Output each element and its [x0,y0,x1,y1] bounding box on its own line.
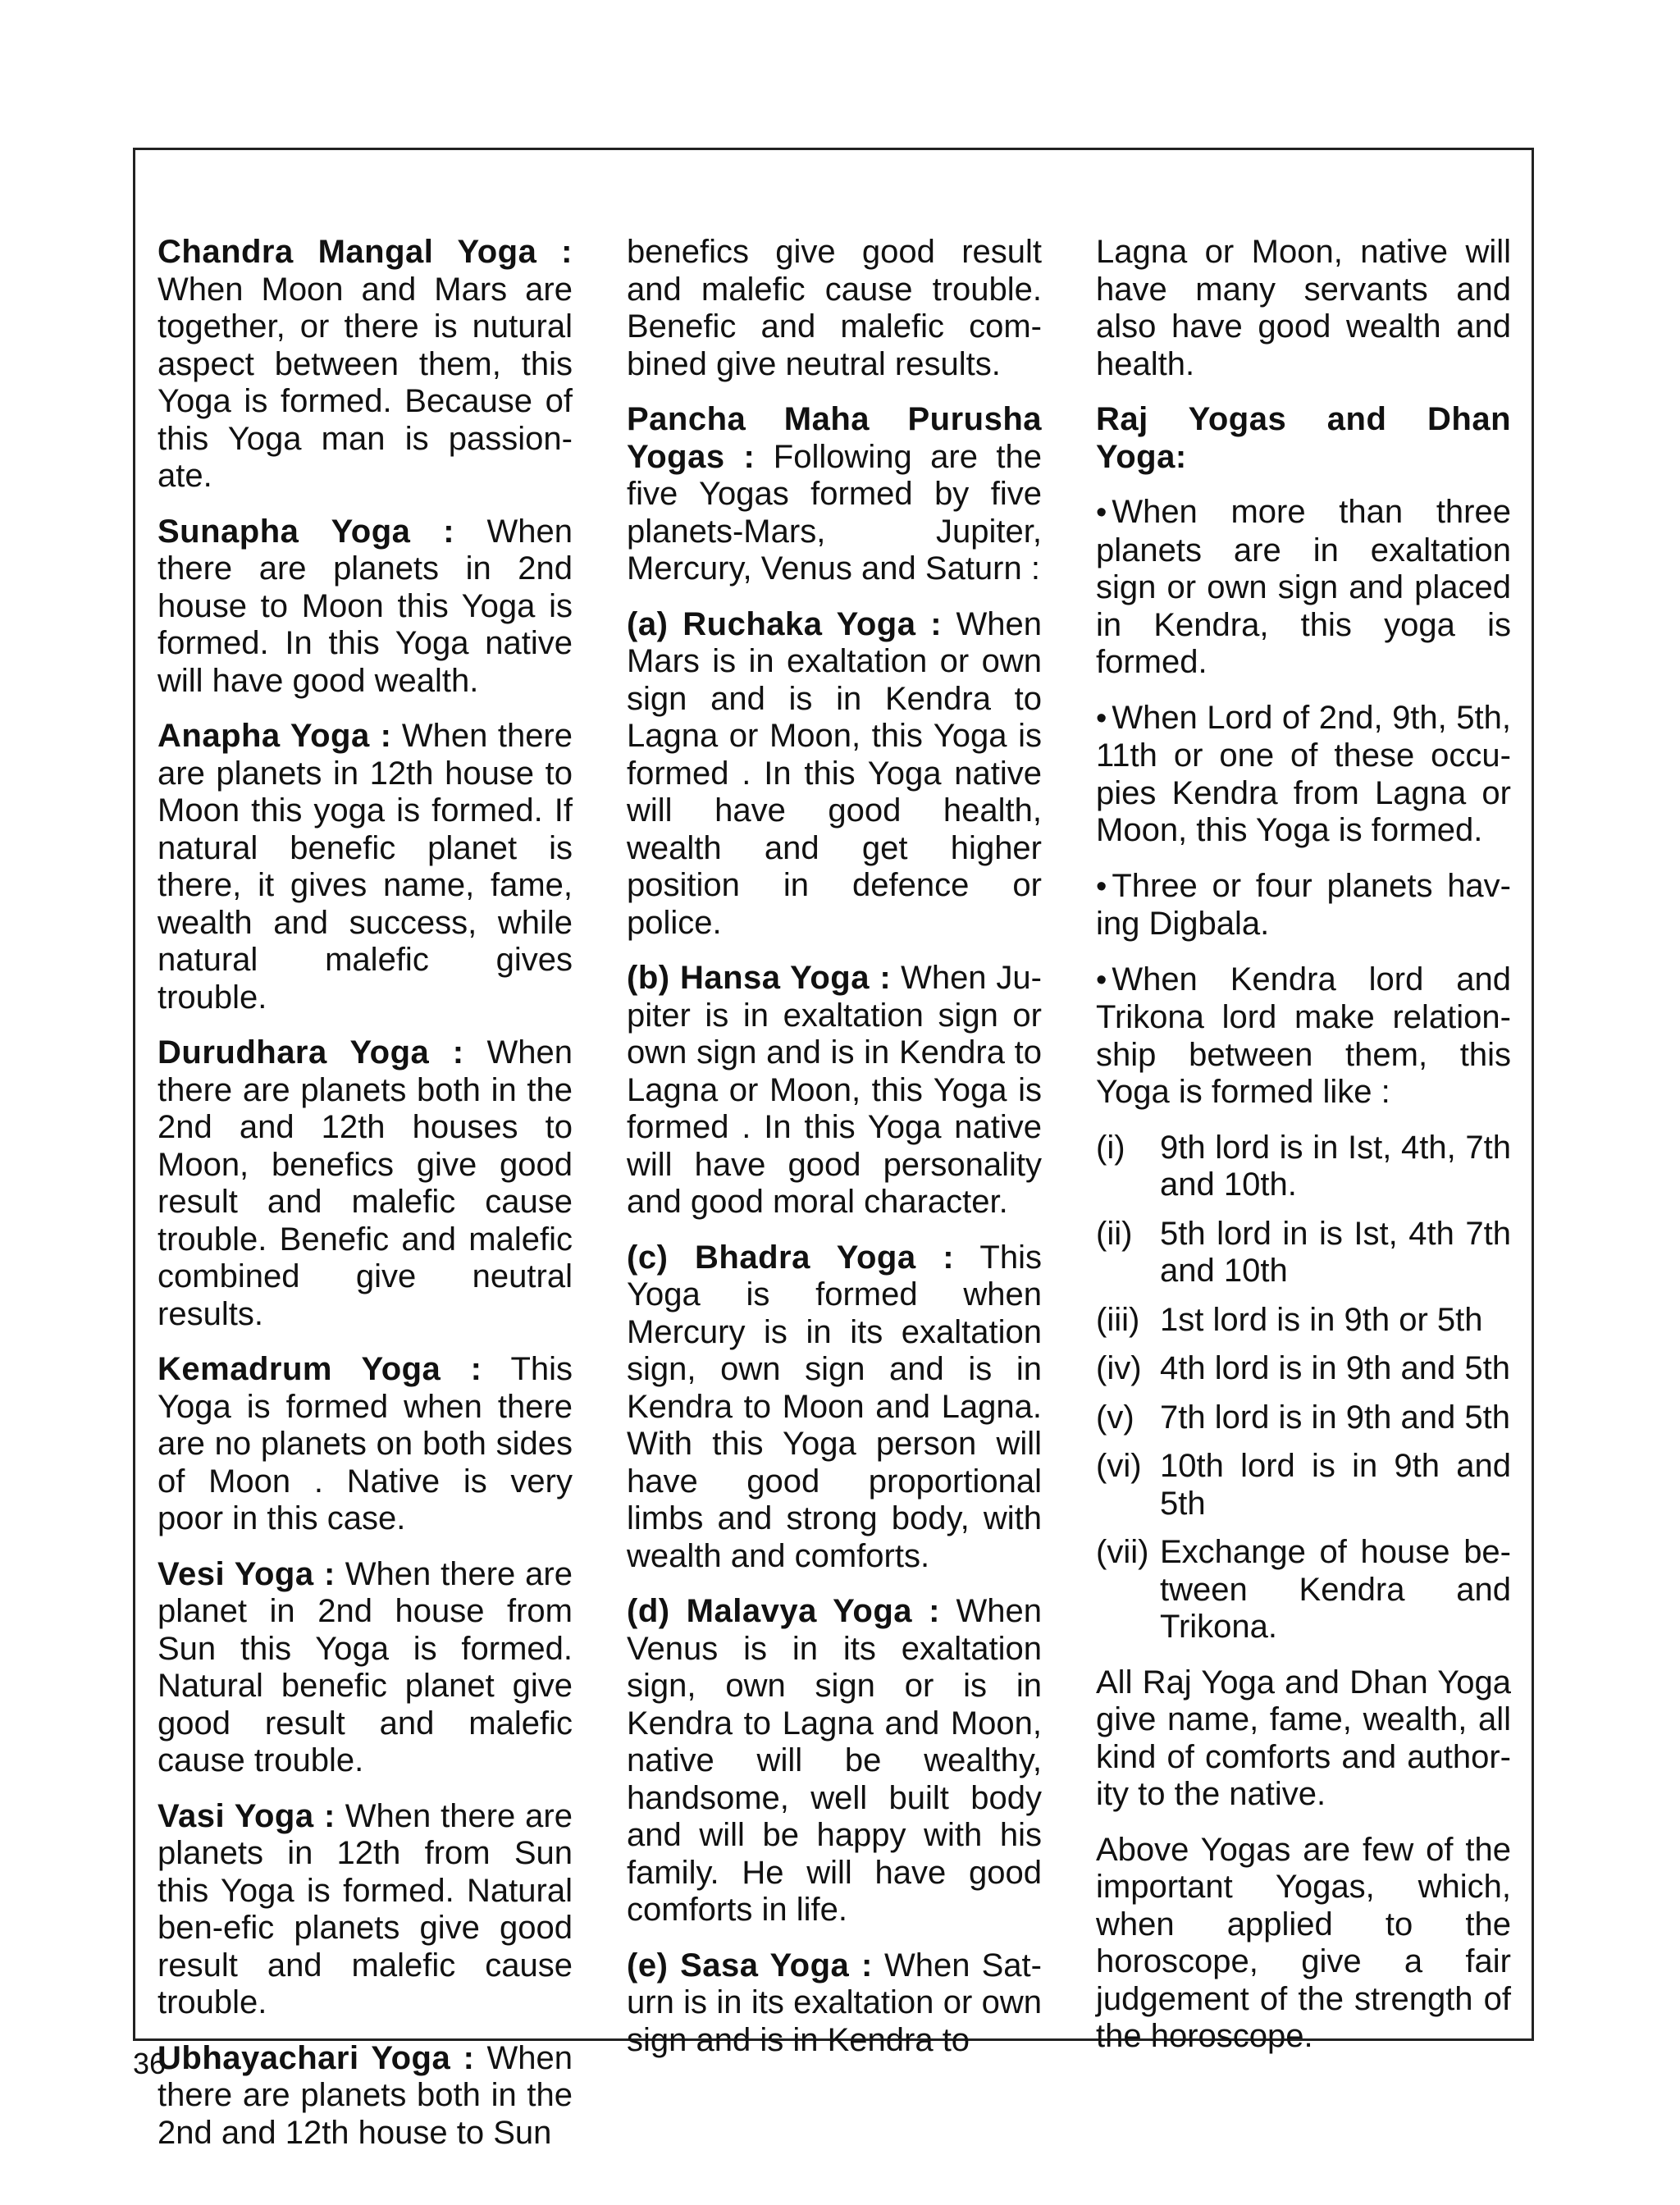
yoga-heading: Chandra Mangal Yoga : [158,234,573,270]
yoga-text: When there are planets both in the 2nd and 12th houses to Moon, benefics give good result and malefic cause trouble. Benefic and malefic combined give neutral results. [158,1034,573,1332]
yoga-paragraph [158,234,573,495]
sublist-text: 1st lord is in 9th or 5th [1160,1301,1483,1338]
yoga-heading: (c) Bhadra Yoga : [627,1239,955,1276]
yoga-text: When Venus is in its exaltation sign, own sign or is in Kendra to Lagna and Moon, native will be wealthy, handsome, well built body and will be happy with his family. He will have good comforts in life. [627,1593,1042,1928]
sublist-number: (vi) [1096,1448,1142,1484]
column-2 [627,234,1042,2077]
yoga-heading: Anapha Yoga : [158,718,392,754]
bullet-text: When more than three planets are in exaltation sign or own sign and placed in Kendra, this yoga is formed. [1096,494,1511,680]
bullet-item [1096,868,1511,943]
sublist-text: Exchange of house be-tween Kendra and Trikona. [1160,1534,1511,1645]
bullet-icon: • [1096,962,1107,998]
yoga-heading: (d) Malavya Yoga : [627,1593,940,1629]
section-heading: Raj Yogas and Dhan Yoga: [1096,401,1511,475]
yoga-text: When there are planets both in the 2nd and 12th house to Sun [158,2039,573,2151]
bullet-icon: • [1096,495,1107,530]
sublist-item [1096,1350,1511,1388]
yoga-text: When there are planets in 12th house to Moon this yoga is formed. If natural benefic planet is there, it gives name, fame, wealth and success, while natural malefic gives trouble. [158,718,573,1016]
column-3 [1096,234,1511,2074]
closing-paragraph: All Raj Yoga and Dhan Yoga give name, fame, wealth, all kind of comforts and author-ity to the native. [1096,1664,1511,1812]
yoga-text: When there are planets in 2nd house to Moon this Yoga is formed. In this Yoga native will have good wealth. [158,513,573,699]
bullet-item [1096,961,1511,1112]
yoga-paragraph [627,606,1042,943]
yoga-heading: (b) Hansa Yoga : [627,960,892,996]
sublist-item [1096,1130,1511,1204]
sublist-number: (i) [1096,1129,1125,1166]
sublist-text: 5th lord in is Ist, 4th 7th and 10th [1160,1215,1511,1289]
bullet-text: When Lord of 2nd, 9th, 5th, 11th or one of these occu-pies Kendra from Lagna or Moon, this Yoga is formed. [1096,699,1511,848]
sublist-number: (vii) [1096,1534,1149,1570]
sublist-item [1096,1448,1511,1522]
bullet-icon: • [1096,701,1107,736]
closing-paragraph: Above Yogas are few of the important Yogas, which, when applied to the horoscope, give a fair judgement of the strength of the horoscope. [1096,1831,1511,2054]
sublist-number: (iv) [1096,1350,1142,1386]
sublist-number: (iii) [1096,1301,1140,1338]
sublist-item [1096,1302,1511,1340]
yoga-text: When Sat-urn is in its exaltation or own sign and is in Kendra to [627,1947,1042,2058]
yoga-heading: Durudhara Yoga : [158,1034,464,1071]
sublist-text: 7th lord is in 9th and 5th [1160,1399,1510,1436]
yoga-paragraph [627,234,1042,383]
yoga-paragraph [158,1556,573,1780]
yoga-heading: Pancha Maha Purusha Yogas : [627,401,1042,475]
bullet-text: When Kendra lord and Trikona lord make relation-ship between them, this Yoga is formed like : [1096,961,1511,1110]
bullet-icon: • [1096,869,1107,904]
yoga-text: benefics give good result and malefic cause trouble. Benefic and malefic com-bined give neutral results. [627,234,1042,382]
yoga-text: When Moon and Mars are together, or there is nutural aspect between them, this Yoga is formed. Because of this Yoga man is passion-ate. [158,271,573,494]
sublist-item [1096,1216,1511,1290]
sublist-number: (ii) [1096,1215,1133,1252]
yoga-paragraph [158,2040,573,2152]
sublist-text: 10th lord is in 9th and 5th [1160,1448,1511,1522]
page-number: 36 [133,2047,167,2080]
yoga-paragraph [627,1239,1042,1576]
yoga-text: This Yoga is formed when Mercury is in its exaltation sign, own sign and is in Kendra to Moon and Lagna. With this Yoga person will have good proportional limbs and strong body, with wealth and comforts. [627,1239,1042,1574]
yoga-paragraph [158,1351,573,1538]
yoga-paragraph [158,1798,573,2022]
sublist-text: 4th lord is in 9th and 5th [1160,1350,1510,1386]
yoga-heading: Vesi Yoga : [158,1555,336,1592]
yoga-paragraph [158,514,573,701]
yoga-text: When Mars is in exaltation or own sign and is in Kendra to Lagna or Moon, this Yoga is formed . In this Yoga native will have good health, wealth and get higher position in defence or police. [627,605,1042,941]
sublist-text: 9th lord is in Ist, 4th, 7th and 10th. [1160,1129,1511,1203]
intro-paragraph [1096,234,1511,383]
yoga-paragraph [627,401,1042,588]
sublist-item [1096,1534,1511,1646]
bullet-item [1096,494,1511,682]
yoga-paragraph [627,1593,1042,1929]
yoga-text: When Ju-piter is in exaltation sign or own sign and is in Kendra to Lagna or Moon, this Yoga is formed . In this Yoga native will have good personality and good moral character. [627,960,1042,1220]
yoga-heading: Vasi Yoga : [158,1797,336,1834]
column-1 [158,234,573,2170]
yoga-heading: Kemadrum Yoga : [158,1351,482,1387]
yoga-paragraph [627,960,1042,1221]
yoga-heading: Sunapha Yoga : [158,513,455,550]
yoga-paragraph [158,718,573,1016]
bullet-text: Three or four planets hav-ing Digbala. [1096,867,1511,942]
yoga-text: This Yoga is formed when there are no planets on both sides of Moon . Native is very poor in this case. [158,1351,573,1536]
yoga-text: Following are the five Yogas formed by five planets-Mars, Jupiter, Mercury, Venus and Saturn : [627,438,1042,587]
intro-text: Lagna or Moon, native will have many servants and also have good wealth and health. [1096,234,1511,382]
yoga-paragraph [158,1034,573,1333]
yoga-heading: Ubhayachari Yoga : [158,2039,475,2076]
sublist-item [1096,1399,1511,1437]
yoga-heading: (e) Sasa Yoga : [627,1947,873,1984]
yoga-text: When there are planet in 2nd house from Sun this Yoga is formed. Natural benefic planet give good result and malefic cause trouble. [158,1555,573,1778]
sublist-number: (v) [1096,1399,1134,1436]
yoga-paragraph [627,1947,1042,2060]
yoga-heading: (a) Ruchaka Yoga : [627,605,943,642]
yoga-text: When there are planets in 12th from Sun this Yoga is formed. Natural ben-efic planets give good result and malefic cause trouble. [158,1797,573,2020]
bullet-item [1096,700,1511,850]
